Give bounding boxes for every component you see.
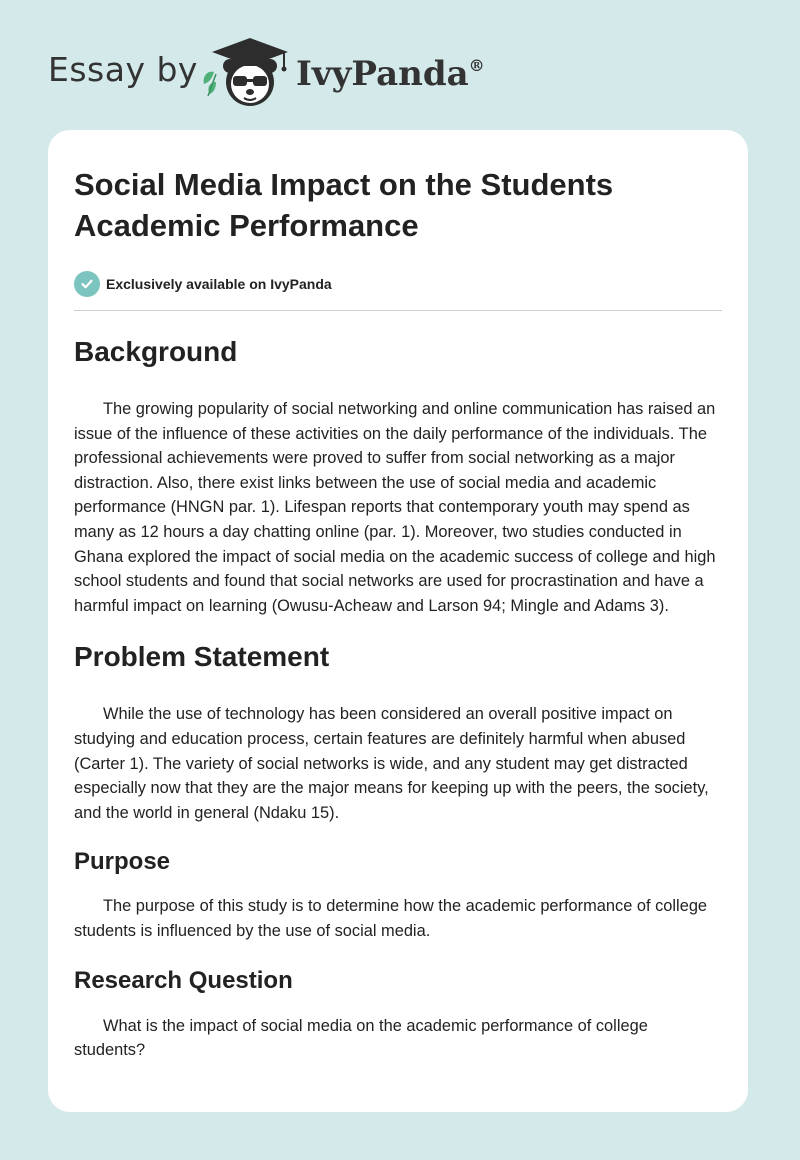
check-circle-icon	[74, 271, 100, 297]
section-body-purpose: The purpose of this study is to determine how the academic performance of college students is influenced by the use of social media.	[74, 897, 708, 940]
section-body-background: The growing popularity of social networking and online communication has raised an issue of the influence of these activities on the daily performance of the individuals. The professional achievements were proved to suffer from social networking as a major distraction. Also, there exist links between the use of social media and academic performance (HNGN par. 1). Lifespan reports that contemporary youth may spend as many as 12 hours a day chatting online (par. 1). Moreover, two studies conducted in Ghana explored the impact of social media on the academic success of college and high school students and found that social networks are used for procrastination and have a harmful impact on learning (Owusu-Acheaw and Larson 94; Mingle and Adams 3).	[74, 400, 716, 615]
section-heading-research-question: Research Question	[74, 966, 293, 994]
section-heading-background: Background	[74, 336, 238, 367]
registered-mark: ®	[468, 56, 485, 75]
site-header	[0, 0, 800, 120]
section-heading-problem-statement: Problem Statement	[74, 641, 330, 673]
exclusive-badge-text: Exclusively available on IvyPanda	[106, 276, 332, 292]
section-body-research-question: What is the impact of social media on the academic performance of college students?	[74, 1016, 648, 1060]
exclusive-badge	[74, 270, 722, 298]
essay-card	[48, 130, 748, 1112]
section-body-problem-statement: While the use of technology has been considered an overall positive impact on studying and education process, certain features are definitely harmful when abused (Carter 1). The variety of social networks is wide, and any student may get distracted especially now that they are the major means for keeping up with the peers, the society, and the world in general (Ndaku 15).	[74, 705, 709, 822]
page-title: Social Media Impact on the Students Academic Performance	[74, 167, 614, 243]
panda-logo-icon[interactable]	[200, 36, 300, 110]
section-heading-purpose: Purpose	[74, 848, 171, 876]
title-divider	[74, 310, 722, 311]
essay-by-label: Essay by	[48, 50, 198, 89]
brand-name[interactable]: IvyPanda®	[296, 54, 485, 94]
